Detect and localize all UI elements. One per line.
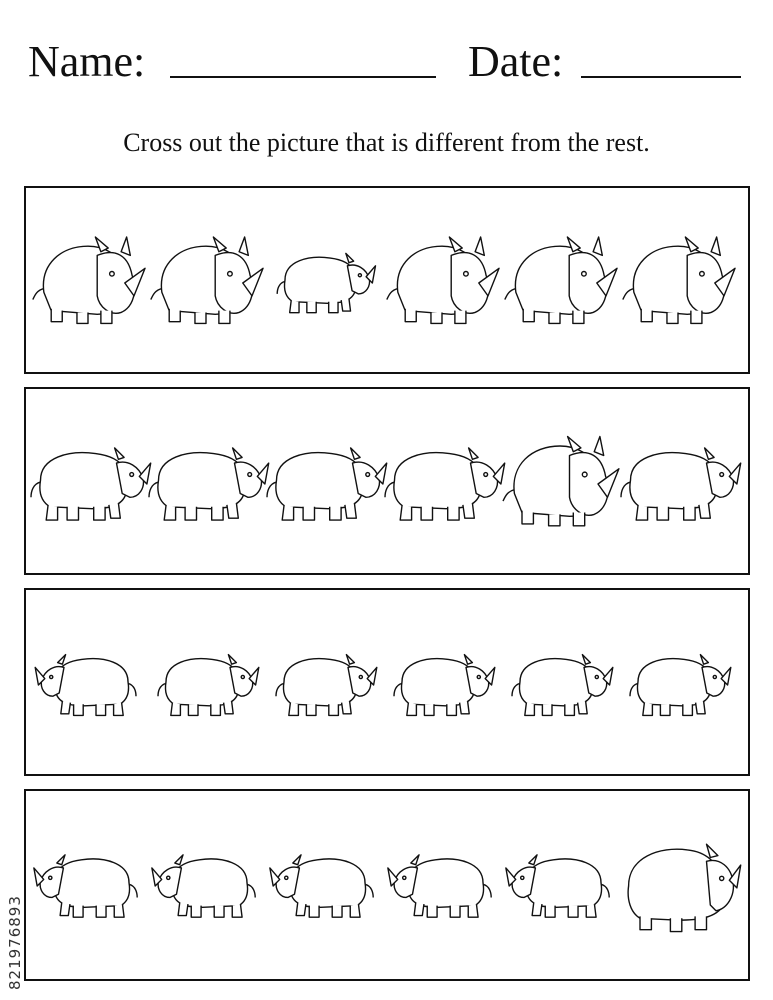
rhino-row-2-art [26, 389, 752, 577]
date-label: Date: [468, 37, 564, 86]
row3-rhino-5[interactable] [512, 655, 613, 716]
row2-rhino-1[interactable] [31, 448, 151, 520]
row2-rhino-6[interactable] [621, 448, 741, 520]
row1-rhino-6[interactable] [623, 237, 735, 323]
row2-rhino-5[interactable] [503, 437, 619, 526]
date-line[interactable] [581, 76, 741, 78]
rhino-row-3 [24, 588, 750, 776]
name-line[interactable] [170, 76, 436, 78]
row1-rhino-1[interactable] [33, 237, 145, 323]
row1-rhino-2[interactable] [151, 237, 263, 323]
stock-id-text: 821976893 [6, 895, 24, 990]
row3-rhino-3[interactable] [276, 655, 377, 716]
rhino-row-4 [24, 789, 750, 981]
row4-rhino-5[interactable] [506, 855, 609, 917]
row3-rhino-6[interactable] [630, 655, 731, 716]
row4-rhino-3[interactable] [270, 855, 373, 917]
rhino-row-1-art [26, 188, 752, 376]
worksheet-header [28, 30, 748, 90]
row4-rhino-2[interactable] [152, 855, 255, 917]
row2-rhino-4[interactable] [385, 448, 505, 520]
name-label: Name: [28, 37, 146, 86]
row4-rhino-4[interactable] [388, 855, 491, 917]
row3-rhino-2[interactable] [158, 655, 259, 716]
row2-rhino-2[interactable] [149, 448, 269, 520]
rhino-row-2 [24, 387, 750, 575]
row4-rhino-1[interactable] [34, 855, 137, 917]
rhino-row-1 [24, 186, 750, 374]
rhino-row-3-art [26, 590, 752, 778]
rhino-row-4-art [26, 791, 752, 983]
row2-rhino-3[interactable] [267, 448, 387, 520]
row1-rhino-5[interactable] [505, 237, 617, 323]
row4-rhino-6[interactable] [628, 844, 741, 931]
row1-rhino-4[interactable] [387, 237, 499, 323]
row3-rhino-1[interactable] [35, 655, 136, 716]
row3-rhino-4[interactable] [394, 655, 495, 716]
stock-id-watermark [6, 760, 34, 990]
instruction-text: Cross out the picture that is different from the rest. [123, 128, 650, 157]
row1-rhino-3[interactable] [277, 253, 375, 312]
